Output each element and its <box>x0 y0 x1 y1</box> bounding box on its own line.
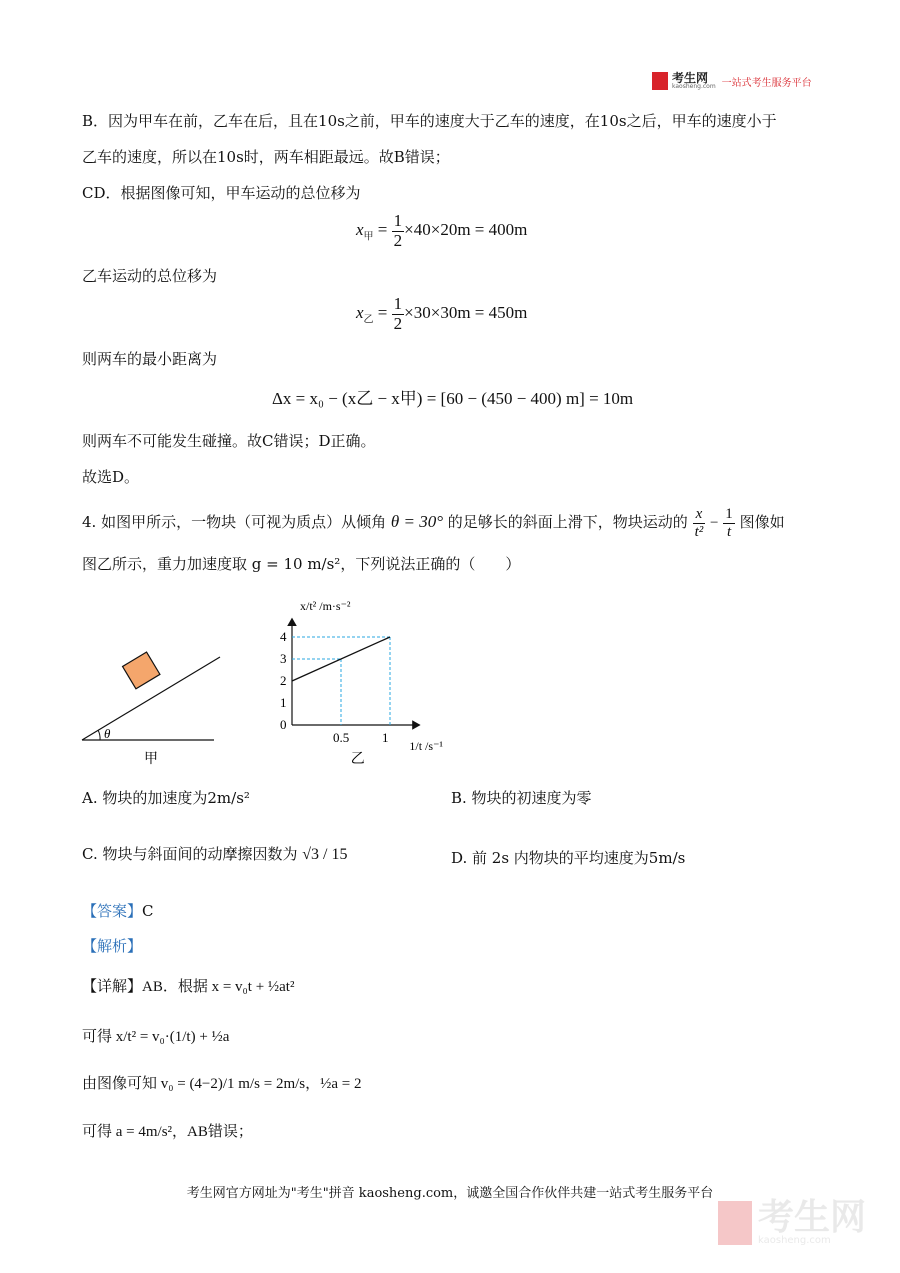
y-tick-label: 0 <box>280 717 287 732</box>
fig-jia-label: 甲 <box>144 751 158 767</box>
x-axis-label: 1/t /s⁻¹ <box>409 739 444 753</box>
q4-stem-line1: 4. 如图甲所示，一物块（可视为质点）从倾角 θ = 30° 的足够长的斜面上滑下，物块运动的 $\frac{x}{\text{t²}}$ − $\frac{1}{t}$ 图像如 <box>82 506 785 540</box>
theta-arc <box>98 730 100 740</box>
figure-chart <box>260 590 460 770</box>
detail-line3: 由图像可知 v₀ = (4−2)/1 m/s = 2m/s，½a = 2 <box>82 1076 362 1092</box>
x-tick-label: 1 <box>382 730 389 745</box>
detail-line4: 可得 a = 4m/s²，AB错误； <box>82 1124 253 1140</box>
logo-name: 考生网 <box>672 71 709 85</box>
q4-theta: θ = 30° <box>390 512 443 531</box>
block <box>123 652 160 689</box>
watermark-domain: kaosheng.com <box>758 1235 831 1246</box>
header-logo <box>652 72 812 90</box>
y-tick-label: 1 <box>280 695 287 710</box>
option-c-value: √3 / 15 <box>302 846 348 863</box>
equation-1: $x_甲$ = $\frac{1}{2}$ ×40×20m = 400m <box>356 211 528 250</box>
sol-yi-line: 乙车运动的总位移为 <box>82 267 218 285</box>
answer-line <box>82 900 154 921</box>
equation-3: Δx = x₀ − (x乙 − x甲) = [60 − (450 − 400) m] = 10m <box>272 389 634 408</box>
sol-b-line1: B．因为甲车在前，乙车在后，且在10s之前，甲车的速度大于乙车的速度，在10s之后，甲车的速度小于 <box>82 112 777 130</box>
q4-stem-line2: 图乙所示，重力加速度取 g = 10 m/s²，下列说法正确的（ ） <box>82 555 521 573</box>
y-tick-label: 2 <box>280 673 287 688</box>
q4-stem-c: 图像如 <box>739 513 785 531</box>
q4-frac-x-t2: $\frac{x}{\text{t²}}$ <box>694 506 704 540</box>
option-b: B. 物块的初速度为零 <box>451 789 592 807</box>
analysis-tag: 【解析】 <box>82 937 143 955</box>
option-c-text: C. 物块与斜面间的动摩擦因数为 <box>82 845 298 863</box>
q4-stem-a: 4. 如图甲所示，一物块（可视为质点）从倾角 <box>82 513 387 531</box>
watermark-name: 考生网 <box>758 1197 867 1238</box>
header-slogan: 一站式考生服务平台 <box>721 77 812 89</box>
figure-incline <box>78 650 228 770</box>
answer-value: C <box>142 902 154 920</box>
logo-domain: kaosheng.com <box>672 83 716 90</box>
equation-2: $x_乙$ = $\frac{1}{2}$ ×30×30m = 450m <box>356 294 528 333</box>
footer-text: 考生网官方网址为"考生"拼音 kaosheng.com，诚邀全国合作伙伴共建一站式考生服务平台 <box>186 1186 714 1201</box>
answer-tag: 【答案】 <box>82 902 143 920</box>
option-a: A. 物块的加速度为2m/s² <box>82 789 250 807</box>
detail-line2: 可得 x/t² = v₀·(1/t) + ½a <box>82 1029 230 1045</box>
watermark <box>718 1197 867 1246</box>
y-tick-label: 4 <box>280 629 287 644</box>
x-tick-label: 0.5 <box>333 730 350 745</box>
option-c <box>82 843 348 864</box>
sol-collide-line: 则两车不可能发生碰撞。故C错误；D正确。 <box>82 432 376 450</box>
theta-label: θ <box>104 726 111 741</box>
option-d: D. 前 2s 内物块的平均速度为5m/s <box>451 849 686 867</box>
logo-icon <box>652 72 668 90</box>
y-tick-label: 3 <box>280 651 287 666</box>
eq2-rhs: ×30×30m = 450m <box>404 303 528 323</box>
sol-min-line: 则两车的最小距离为 <box>82 350 218 368</box>
fig-yi-label: 乙 <box>350 751 365 767</box>
q4-frac-1-t: $\frac{1}{t}$ <box>725 506 733 540</box>
detail-line1: 【详解】AB．根据 x = v₀t + ½at² <box>82 979 295 995</box>
sol-cd-line: CD．根据图像可知，甲车运动的总位移为 <box>82 184 361 202</box>
y-axis-label: x/t² /m·s⁻² <box>300 599 351 613</box>
watermark-logo-icon <box>718 1201 752 1245</box>
sol-choose-line: 故选D。 <box>82 468 140 486</box>
sol-b-line2: 乙车的速度，所以在10s时，两车相距最远。故B错误； <box>82 148 450 166</box>
eq1-rhs: ×40×20m = 400m <box>404 220 528 240</box>
q4-stem-b: 的足够长的斜面上滑下，物块运动的 <box>447 513 688 531</box>
